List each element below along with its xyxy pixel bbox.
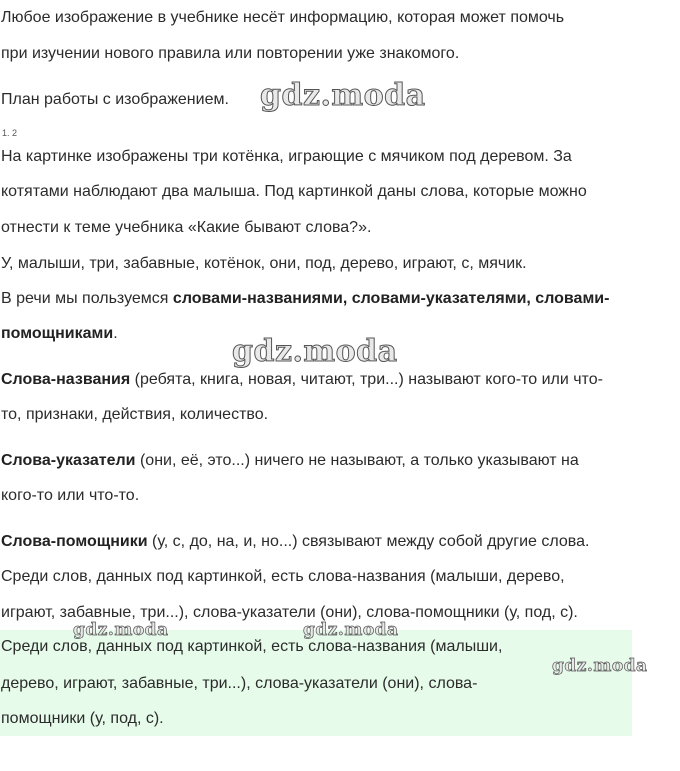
- text-line-8: [1, 289, 609, 309]
- text-line-12: [1, 451, 579, 471]
- watermark-5: gdz.moda: [552, 656, 648, 676]
- text-line-8-pre: В речи мы пользуемся: [1, 290, 173, 307]
- text-line-9-bold: помощниками: [1, 325, 114, 342]
- watermark-1: gdz.moda: [260, 78, 426, 113]
- answer-line-3: помощники (у, под, с).: [1, 710, 164, 727]
- text-line-12-post: (они, её, это...) ничего не называют, а только указывают на: [135, 452, 579, 469]
- watermark-3: gdz.moda: [73, 620, 169, 640]
- text-line-11: то, признаки, действия, количество.: [1, 406, 269, 423]
- watermark-2: gdz.moda: [232, 334, 398, 369]
- text-line-14-post: (у, с, до, на, и, но...) связывают между собой другие слова.: [147, 533, 590, 550]
- text-line-13: кого-то или что-то.: [1, 487, 140, 504]
- term-slova-pomoshchniki: Слова-помощники: [1, 533, 148, 550]
- text-line-3: План работы с изображением.: [1, 91, 229, 108]
- watermark-4: gdz.moda: [303, 620, 399, 640]
- answer-line-2: дерево, играют, забавные, три...), слова-указатели (они), слова-: [1, 675, 478, 692]
- text-line-9: [1, 324, 118, 344]
- term-slova-nazvaniya: Слова-названия: [1, 371, 131, 388]
- text-line-7: У, малыши, три, забавные, котёнок, они, под, дерево, играют, с, мячик.: [1, 255, 527, 272]
- text-line-6: отнести к теме учебника «Какие бывают слова?».: [1, 219, 372, 236]
- text-line-4: На картинке изображены три котёнка, играющие с мячиком под деревом. За: [1, 148, 572, 165]
- term-slova-ukazateli: Слова-указатели: [1, 452, 136, 469]
- text-line-10: [1, 370, 603, 390]
- text-line-14: [1, 532, 589, 552]
- text-line-15: Среди слов, данных под картинкой, есть слова-названия (малыши, дерево,: [1, 568, 565, 585]
- text-line-9-post: .: [113, 325, 118, 342]
- text-line-16: играют, забавные, три...), слова-указатели (они), слова-помощники (у, под, с).: [1, 604, 578, 621]
- text-line-8-bold: словами-названиями, словами-указателями, словами-: [172, 290, 610, 307]
- text-line-2: при изучении нового правила или повторении уже знакомого.: [1, 45, 460, 62]
- stray-list-mark: 1. 2: [2, 128, 18, 138]
- text-line-10-post: (ребята, книга, новая, читают, три...) называют кого-то или что-: [130, 371, 603, 388]
- text-line-1: Любое изображение в учебнике несёт информацию, которая может помочь: [1, 9, 565, 26]
- text-line-5: котятами наблюдают два малыша. Под картинкой даны слова, которые можно: [1, 183, 587, 200]
- answer-line-1: Среди слов, данных под картинкой, есть слова-названия (малыши,: [1, 638, 503, 655]
